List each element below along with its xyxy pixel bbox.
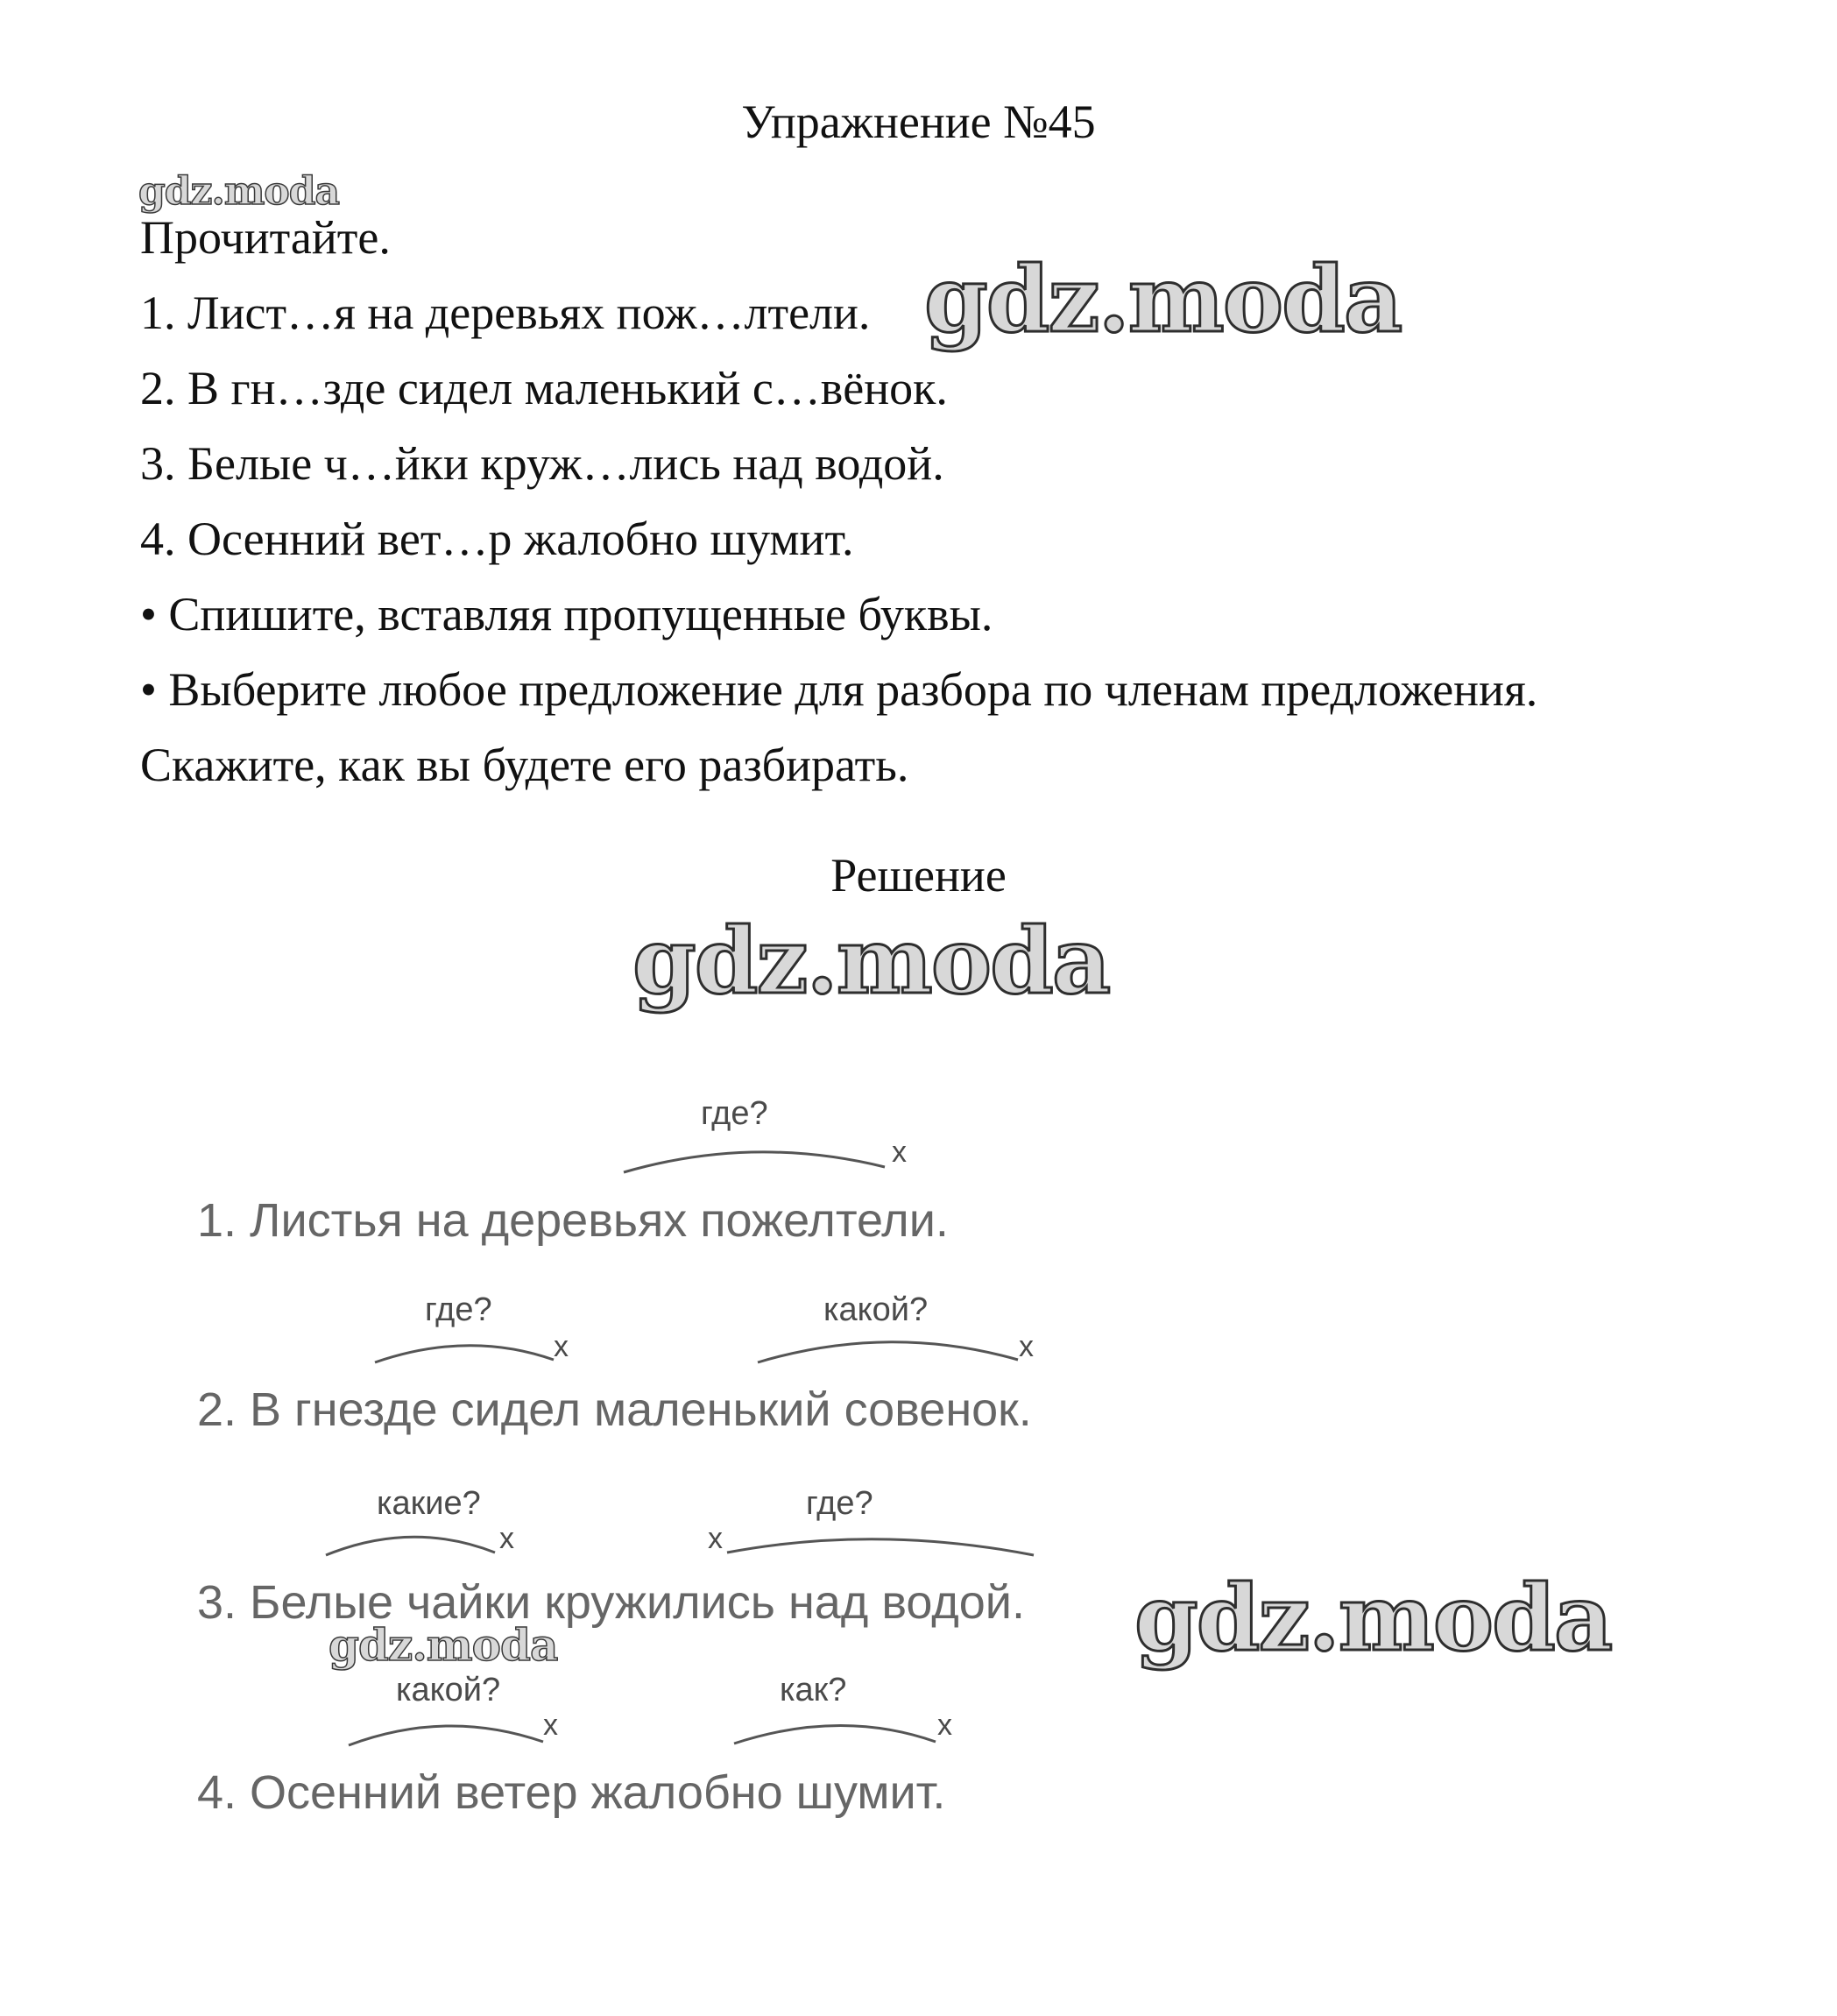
task-sentence-3: 3. Белые ч…йки круж…лись над водой. bbox=[140, 437, 944, 490]
task-final: Скажите, как вы будете его разбирать. bbox=[140, 739, 909, 791]
task-instruction-1: • Спишите, вставляя пропущенные буквы. bbox=[140, 588, 993, 640]
question-s3-2: где? bbox=[806, 1485, 873, 1522]
cross-s4-1: x bbox=[543, 1708, 558, 1742]
cross-s1-1: x bbox=[892, 1135, 907, 1169]
exercise-title: Упражнение №45 bbox=[741, 95, 1096, 148]
task-sentence-1: 1. Лист…я на деревьях пож…лтели. bbox=[140, 286, 871, 339]
question-s3-1: какие? bbox=[377, 1485, 481, 1522]
arc-s4-2 bbox=[734, 1725, 936, 1744]
question-s4-2: как? bbox=[780, 1672, 847, 1708]
cross-s3-2: x bbox=[708, 1522, 723, 1555]
cross-s4-2: x bbox=[937, 1708, 952, 1742]
task-sentence-2: 2. В гн…зде сидел маленький с…вёнок. bbox=[140, 362, 948, 414]
solution-sentence-2: 2. В гнезде сидел маленький совенок. bbox=[197, 1383, 1032, 1436]
question-s4-1: какой? bbox=[396, 1672, 501, 1708]
task-instruction-2: • Выберите любое предложение для разбора по членам предложения. bbox=[140, 663, 1538, 716]
watermark-large-1: gdz.moda bbox=[924, 245, 1402, 353]
arc-s3-2 bbox=[727, 1539, 1034, 1555]
solution-heading: Решение bbox=[830, 849, 1007, 902]
arc-s1-1 bbox=[624, 1152, 885, 1172]
watermark-small-bottom: gdz.moda bbox=[329, 1619, 558, 1671]
watermark-large-2: gdz.moda bbox=[632, 907, 1110, 1015]
solution-sentence-1: 1. Листья на деревьях пожелтели. bbox=[197, 1194, 949, 1247]
cross-s3-1: x bbox=[499, 1522, 514, 1555]
question-s2-1: где? bbox=[425, 1291, 492, 1328]
task-sentence-4: 4. Осенний вет…р жалобно шумит. bbox=[140, 513, 854, 565]
question-s1-1: где? bbox=[701, 1095, 768, 1132]
task-intro: Прочитайте. bbox=[140, 211, 391, 264]
cross-s2-1: x bbox=[554, 1330, 569, 1363]
arc-s4-1 bbox=[349, 1726, 543, 1745]
solution-sentence-4: 4. Осенний ветер жалобно шумит. bbox=[197, 1766, 946, 1819]
arc-s2-1 bbox=[375, 1346, 554, 1362]
watermark-small-top: gdz.moda bbox=[138, 169, 340, 214]
cross-s2-2: x bbox=[1019, 1330, 1034, 1363]
watermark-large-3: gdz.moda bbox=[1134, 1564, 1612, 1672]
arc-s2-2 bbox=[758, 1342, 1018, 1362]
arc-s3-1 bbox=[326, 1537, 495, 1555]
question-s2-2: какой? bbox=[823, 1291, 929, 1328]
solution-sentence-3: 3. Белые чайки кружились над водой. bbox=[197, 1576, 1025, 1629]
